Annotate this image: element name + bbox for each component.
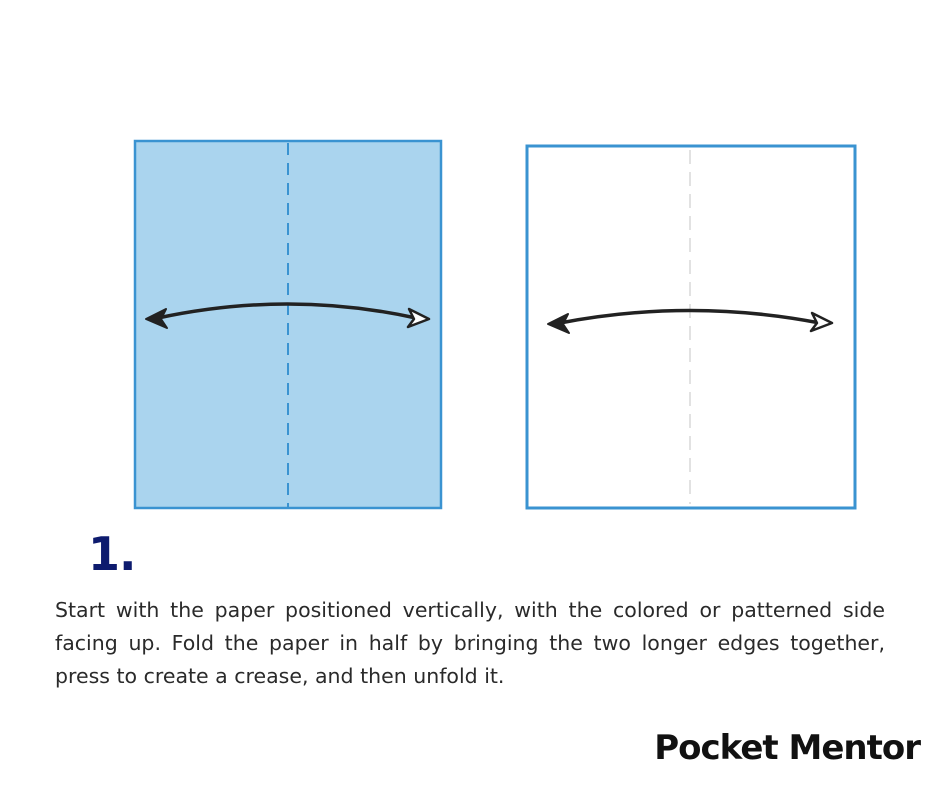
step-number: 1.	[88, 527, 136, 581]
step-instruction: Start with the paper positioned vertically, with the colored or patterned side facing up. Fold the paper in half by bringing the two longer edges together, press to create a crease, and then unfold it.	[55, 598, 885, 688]
brand-logo-text: Pocket Mentor	[654, 728, 920, 768]
colored-paper-panel	[135, 141, 441, 508]
white-paper-panel	[527, 146, 855, 508]
